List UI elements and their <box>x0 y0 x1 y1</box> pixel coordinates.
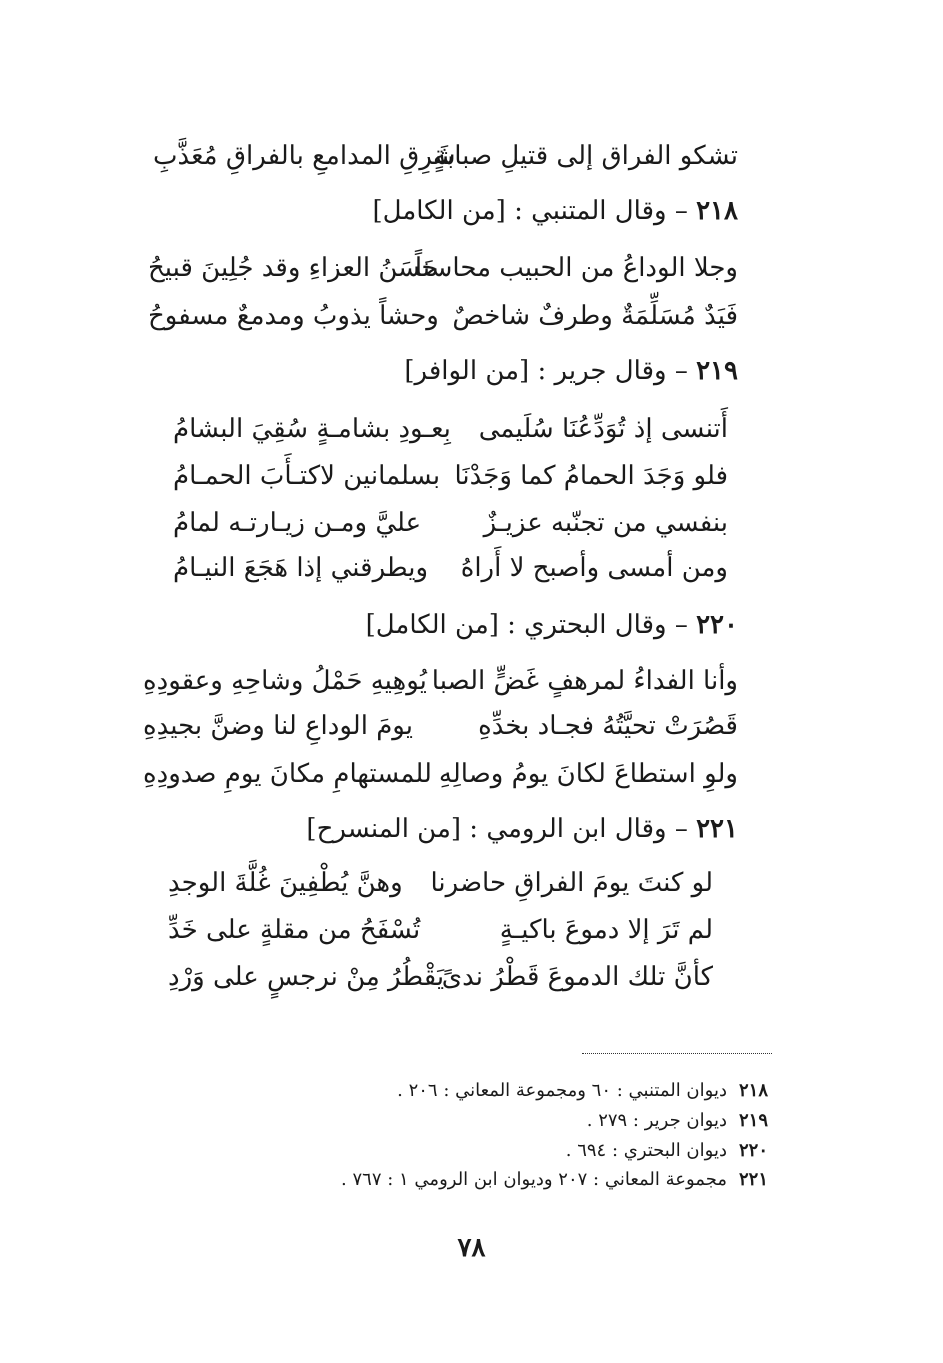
verse-hemistich-second: يَقْطُرُ مِنْ نرجسٍ على وَرْدِ <box>168 962 445 992</box>
footnote-text: مجموعة المعاني : ٢٠٧ وديوان ابن الرومي ١ : ٧٦٧ . <box>341 1169 727 1190</box>
footnote-text: ديوان المتنبي : ٦٠ ومجموعة المعاني : ٢٠٦ . <box>397 1080 727 1101</box>
verse-hemistich-first: ومن أمسى وأصبح لا أَراهُ <box>460 553 728 583</box>
verse-hemistich-first: أَتنسى إذ تُوَدِّعُنَا سُلَيمى <box>478 414 728 444</box>
page-number: ٧٨ <box>457 1233 486 1263</box>
verse-hemistich-second: ويطرقني إذا هَجَعَ النيـامُ <box>173 553 429 583</box>
verse-hemistich-first: وجلا الوداعُ من الحبيب محاسناً <box>414 253 738 283</box>
verse-line <box>173 454 728 498</box>
section-heading-text: – وقال ابن الرومي : [من المنسرح] <box>306 814 688 844</box>
verse-hemistich-first: كأنَّ تلك الدموعَ قَطْرُ ندىً <box>441 962 713 992</box>
section-heading-text: – وقال جرير : [من الوافر] <box>404 356 688 386</box>
section-number: ٢٢٠ <box>696 610 738 640</box>
verse-hemistich-second: يومَ الوداعِ لنا وضنَّ بجيدِهِ <box>143 711 413 741</box>
verse-hemistich-first: فلو وَجَدَ الحمامُ كما وَجَدْنَا <box>454 461 728 491</box>
footnote-text: ديوان البحتري : ٦٩٤ . <box>565 1140 727 1161</box>
footnote <box>341 1165 768 1195</box>
verse-hemistich-second: تُسْفَحُ من مقلةٍ على خَدِّ <box>168 915 421 945</box>
verse-hemistich-second: بسلمانين لاكتـأَبَ الحمـامُ <box>173 461 441 491</box>
verse-hemistich-second: يُوهِيهِ حَمْلُ وشاحِهِ وعقودِهِ <box>143 666 427 696</box>
section-heading-text: – وقال البحتري : [من الكامل] <box>365 610 688 640</box>
footnote-number: ٢٢٠ <box>738 1140 768 1161</box>
verse-hemistich-second: شَرِقِ المدامعِ بالفراقِ مُعَذَّبِ <box>153 141 456 171</box>
section-number: ٢٢١ <box>696 814 738 844</box>
verse-hemistich-first: تشكو الفراق إلى قتيلِ صبابةٍ <box>433 141 738 171</box>
verse-hemistich-first: لو كنتَ يومَ الفراقِ حاضرنا <box>430 868 713 898</box>
verse-hemistich-first: ولوِ استطاعَ لكانَ يومُ وصالِهِ <box>438 759 738 789</box>
verse-line <box>143 752 738 796</box>
verse-hemistich-first: فَيَدٌ مُسَلِّمَةٌ وطرفٌ شاخصٌ <box>452 301 738 331</box>
verse-hemistich-second: حَسَنُ العزاءِ وقد جُلِينَ قبيحُ <box>148 253 438 283</box>
verse-line <box>153 134 738 178</box>
verse-line <box>148 294 738 338</box>
verse-line <box>168 861 713 905</box>
verse-line <box>173 407 728 451</box>
verse-hemistich-first: وأنا الفداءُ لمرهفٍ غَضٍّ الصبا <box>431 666 738 696</box>
section-number: ٢١٩ <box>696 356 738 386</box>
footnote-number: ٢١٩ <box>738 1110 768 1131</box>
section-heading-text: – وقال المتنبي : [من الكامل] <box>372 196 688 226</box>
verse-hemistich-second: بِعـودِ بشامـةٍ سُقِيَ البشامُ <box>173 414 451 444</box>
footnote-text: ديوان جرير : ٢٧٩ . <box>586 1110 727 1131</box>
verse-line <box>173 546 728 590</box>
verse-hemistich-first: بنفسي من تجنّبه عزيـزٌ <box>483 508 728 538</box>
footnote-number: ٢٢١ <box>738 1169 768 1190</box>
footnote <box>566 1136 768 1166</box>
verse-line <box>143 704 738 748</box>
section-heading-219 <box>404 349 738 393</box>
section-number: ٢١٨ <box>696 196 738 226</box>
verse-hemistich-second: للمستهامِ مكانَ يومِ صدودِهِ <box>143 759 432 789</box>
footnote-separator <box>582 1053 772 1054</box>
verse-line <box>173 501 728 545</box>
section-heading-220 <box>366 603 738 647</box>
verse-line <box>168 955 713 999</box>
verse-hemistich-first: لم تَرَ إلا دموعَ باكيـةٍ <box>499 915 713 945</box>
verse-line <box>168 908 713 952</box>
verse-hemistich-second: وهنَّ يُطْفِينَ غُلَّةَ الوجدِ <box>168 868 403 898</box>
verse-hemistich-second: عليَّ ومـن زيـارتـه لمامُ <box>173 508 422 538</box>
verse-line <box>143 659 738 703</box>
section-heading-218 <box>373 189 739 233</box>
verse-hemistich-second: وحشاً يذوبُ ومدمعٌ مسفوحُ <box>148 301 439 331</box>
verse-hemistich-first: قَصُرَتْ تحيَّتُهُ فجـاد بخدِّهِ <box>478 711 738 741</box>
footnote <box>397 1076 768 1106</box>
footnote <box>587 1106 768 1136</box>
section-heading-221 <box>306 807 738 851</box>
footnote-number: ٢١٨ <box>738 1080 768 1101</box>
verse-line <box>148 246 738 290</box>
